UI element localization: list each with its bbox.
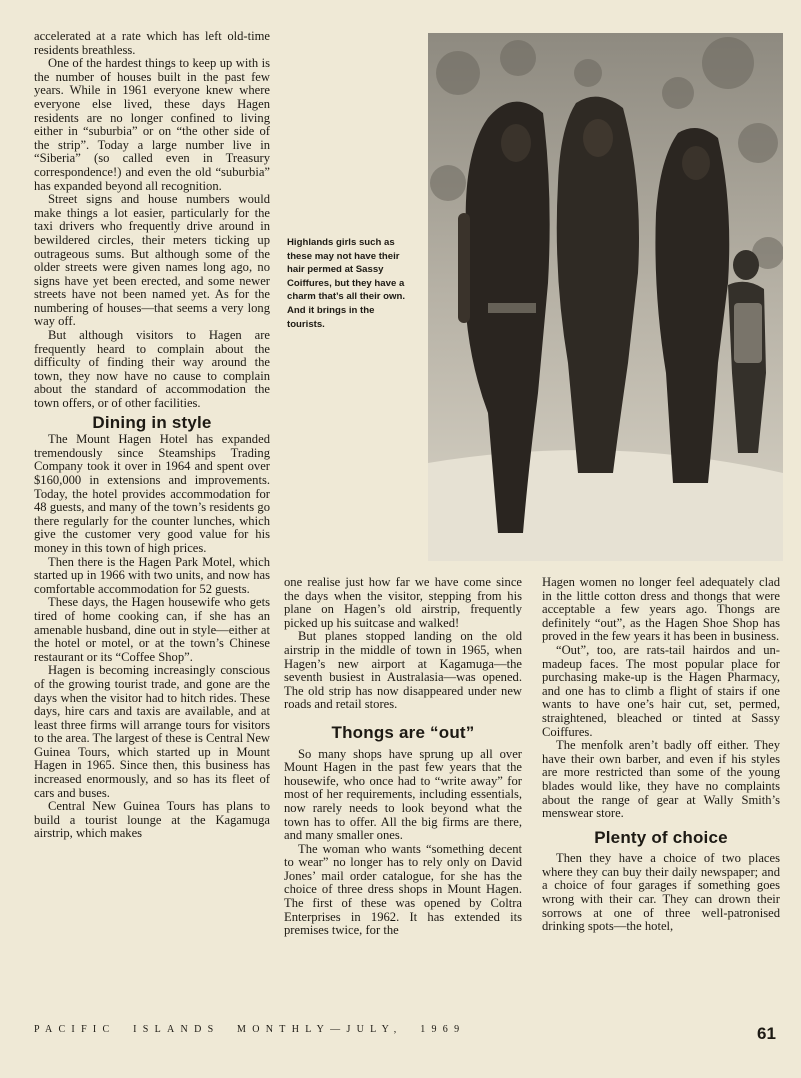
section-heading: Thongs are “out” bbox=[331, 722, 475, 742]
paragraph: Then there is the Hagen Park Motel, which started up in 1966 with two units, and now has comfortable accommodation for 52 guests. bbox=[34, 554, 270, 596]
paragraph: Then they have a choice of two places where they can buy their daily newspaper; and a choice of four garages if something goes wrong with their car. They can drown their sorrows at one of three well-patronised drinking spots—the hotel, bbox=[542, 851, 780, 934]
paragraph: accelerated at a rate which has left old-time residents breathless. bbox=[34, 29, 270, 57]
paragraph: one realise just how far we have come since the days when the visitor, stepping from his plane on Hagen’s old airstrip, frequently picked up his suitcase and walked! bbox=[284, 575, 522, 630]
paragraph: Street signs and house numbers would make things a lot easier, particularly for the taxi drivers who frequently drive around in bewildered circles, their meters ticking up outrageous sums. But although some of the older streets were given names long ago, no signs have yet been erected, and some newer streets have not been named yet. As for the numbering of houses—that seems a very long way off. bbox=[34, 192, 270, 329]
right-column bbox=[542, 576, 780, 934]
section-heading: Dining in style bbox=[92, 412, 212, 432]
paragraph: These days, the Hagen housewife who gets tired of home cooking can, if she has an amenable husband, dine out in style—either at the hotel or motel, or at the town’s Chinese restaurant or its “Coffee Shop”. bbox=[34, 595, 270, 664]
paragraph: So many shops have sprung up all over Mount Hagen in the past few years that the housewife, who once had to “write away” for most of her requirements, including essentials, now rarely needs to look beyond what the town has to offer. All the big firms are there, and many smaller ones. bbox=[284, 746, 522, 843]
paragraph: The woman who wants “something decent to wear” no longer has to rely only on David Jones’ mail order catalogue, for she has the choice of three dress shops in Mount Hagen. The first of these was opened by Coltra Enterprises in 1962. It has extended its premises twice, for the bbox=[284, 841, 522, 938]
photo-caption: Highlands girls such as these may not have their hair permed at Sassy Coiffures, but they have a charm that’s all their own. And it brings in the tourists. bbox=[287, 237, 405, 330]
paragraph: Central New Guinea Tours has plans to build a tourist lounge at the Kagamuga airstrip, which makes bbox=[34, 799, 270, 841]
paragraph: But although visitors to Hagen are frequently heard to complain about the difficulty of finding their way around the town, they now have no cause to complain about the standard of accommodation the town offers, or of other facilities. bbox=[34, 328, 270, 411]
highlands-girls-photo bbox=[428, 33, 783, 561]
paragraph: The menfolk aren’t badly off either. They have their own barber, and even if his styles are more restricted than some of the young blades would like, they have no complaints about the range of gear at Wally Smith’s menswear store. bbox=[542, 738, 780, 821]
left-column bbox=[34, 30, 270, 841]
paragraph: “Out”, too, are rats-tail hairdos and un-madeup faces. The most popular place for purchasing make-up is the Hagen Pharmacy, and one has to climb a flight of stairs if one wants to have one’s hair cut, set, permed, straightened, bleached or tinted at Sassy Coiffures. bbox=[542, 642, 780, 739]
footer-publication-line: PACIFIC ISLANDS MONTHLY—JULY, 1969 bbox=[34, 1024, 466, 1035]
paragraph: The Mount Hagen Hotel has expanded tremendously since Steamships Trading Company took it over in 1964 and spent over $160,000 in extensions and improvements. Today, the hotel provides accommodation for 48 guests, and many of the town’s residents go there regularly for the counter lunches, which give the customer very good value for his money in this town of high prices. bbox=[34, 432, 270, 555]
paragraph: But planes stopped landing on the old airstrip in the middle of town in 1965, when Hagen’s new airport at Kagamuga—the seventh busiest in Australasia—was opened. The old strip has now disappeared under new roads and retail stores. bbox=[284, 629, 522, 712]
paragraph: One of the hardest things to keep up with is the number of houses built in the past few years. While in 1961 everyone knew where everyone else lived, these days Hagen residents are no longer confined to living either in “suburbia” or on “the other side of the strip”. Today a large number live in “Siberia” (so called even in Treasury correspondence!) and even the old “suburbia” has expanded beyond all recognition. bbox=[34, 56, 270, 193]
paragraph: Hagen women no longer feel adequately clad in the little cotton dress and thongs that were acceptable a few years ago. Thongs are definitely “out”, as the Hagen Shoe Shop has proved in the few years it has been in business. bbox=[542, 575, 780, 644]
paragraph: Hagen is becoming increasingly conscious of the growing tourist trade, and gone are the days when the visitor had to hitch rides. These days, hire cars and taxis are available, and at least three firms will arrange tours for visitors to the area. The largest of these is Central New Guinea Tours, which started up in Mount Hagen in 1965. Since then, this business has increased enormously, and so has its fleet of cars and buses. bbox=[34, 663, 270, 800]
middle-column bbox=[284, 576, 522, 938]
page-number: 61 bbox=[757, 1024, 776, 1043]
section-heading: Plenty of choice bbox=[594, 827, 728, 847]
